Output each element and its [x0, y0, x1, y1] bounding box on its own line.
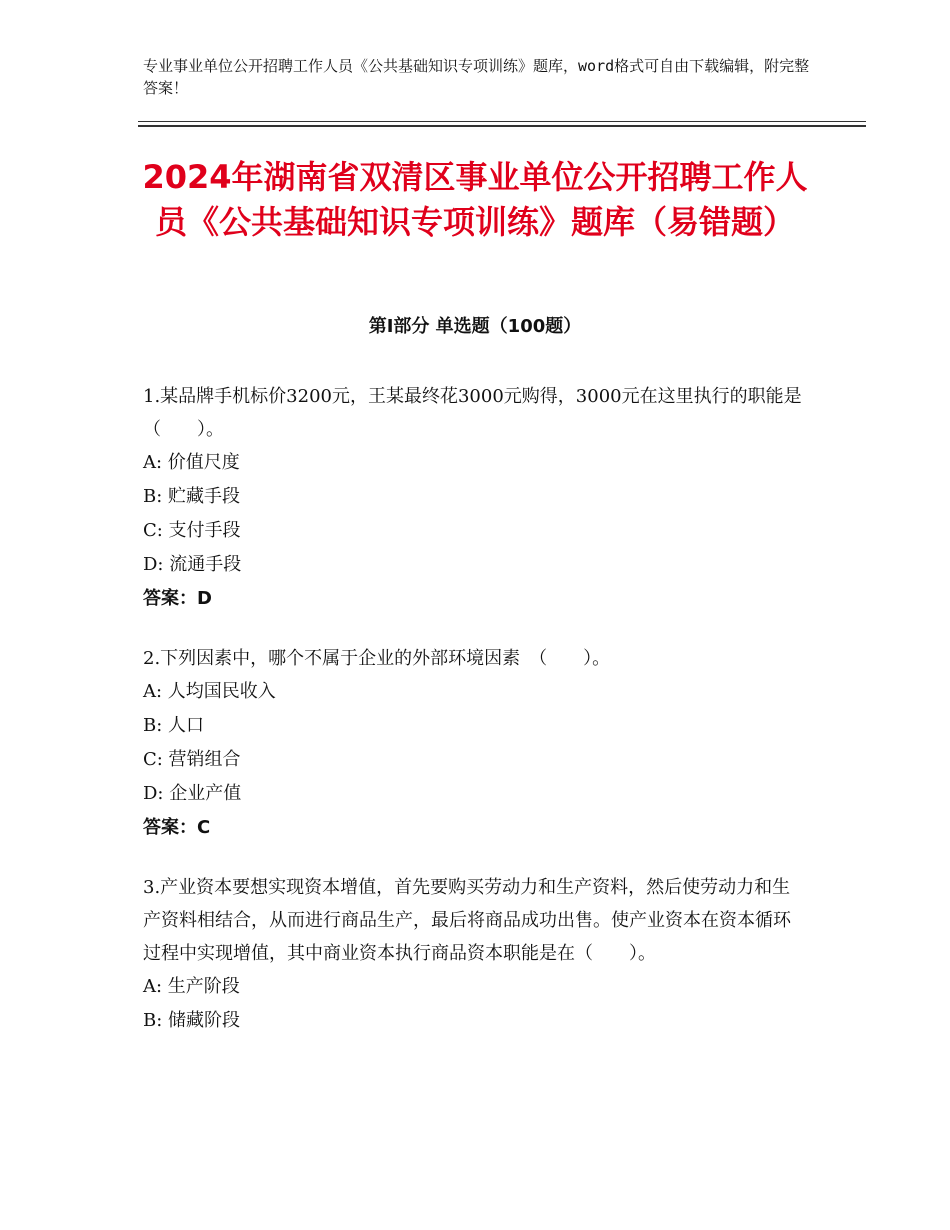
question-stem: 1.某品牌手机标价3200元，王某最终花3000元购得，3000元在这里执行的职能是（ ）。: [143, 386, 802, 440]
question-stem: 3.产业资本要想实现资本增值，首先要购买劳动力和生产资料，然后使劳动力和生产资料相结合，从而进行商品生产，最后将商品成功出售。使产业资本在资本循环过程中实现增值，其中商业资本执行商品资本职能是在（ ）。: [143, 877, 791, 964]
option-b: B: 储藏阶段: [143, 1010, 241, 1031]
question-1: [143, 380, 808, 616]
section-heading: 第I部分 单选题（100题）: [368, 316, 582, 337]
option-d: D: 企业产值: [143, 783, 242, 804]
answer-line: [143, 811, 808, 845]
answer-line: [143, 582, 808, 616]
question-3: [143, 871, 808, 1038]
option-d: D: 流通手段: [143, 554, 242, 575]
option-c: C: 营销组合: [143, 749, 241, 770]
option-a: A: 价值尺度: [143, 452, 240, 473]
option-a: A: 人均国民收入: [143, 681, 276, 702]
header-divider: [138, 121, 866, 127]
question-2: [143, 642, 808, 845]
option-c: C: 支付手段: [143, 520, 241, 541]
option-b: B: 人口: [143, 715, 205, 736]
answer-label: 答案：: [143, 817, 197, 838]
answer-label: 答案：: [143, 588, 197, 609]
question-stem: 2.下列因素中，哪个不属于企业的外部环境因素 （ ）。: [143, 648, 611, 669]
option-b: B: 贮藏手段: [143, 486, 241, 507]
page-header-text: 专业事业单位公开招聘工作人员《公共基础知识专项训练》题库，word格式可自由下载编辑，附完整答案！: [143, 57, 810, 97]
answer-value: D: [197, 588, 212, 609]
question-list: [143, 380, 808, 1064]
document-title: 2024年湖南省双清区事业单位公开招聘工作人员《公共基础知识专项训练》题库（易错题）: [142, 158, 808, 241]
option-a: A: 生产阶段: [143, 976, 240, 997]
answer-value: C: [197, 817, 211, 838]
